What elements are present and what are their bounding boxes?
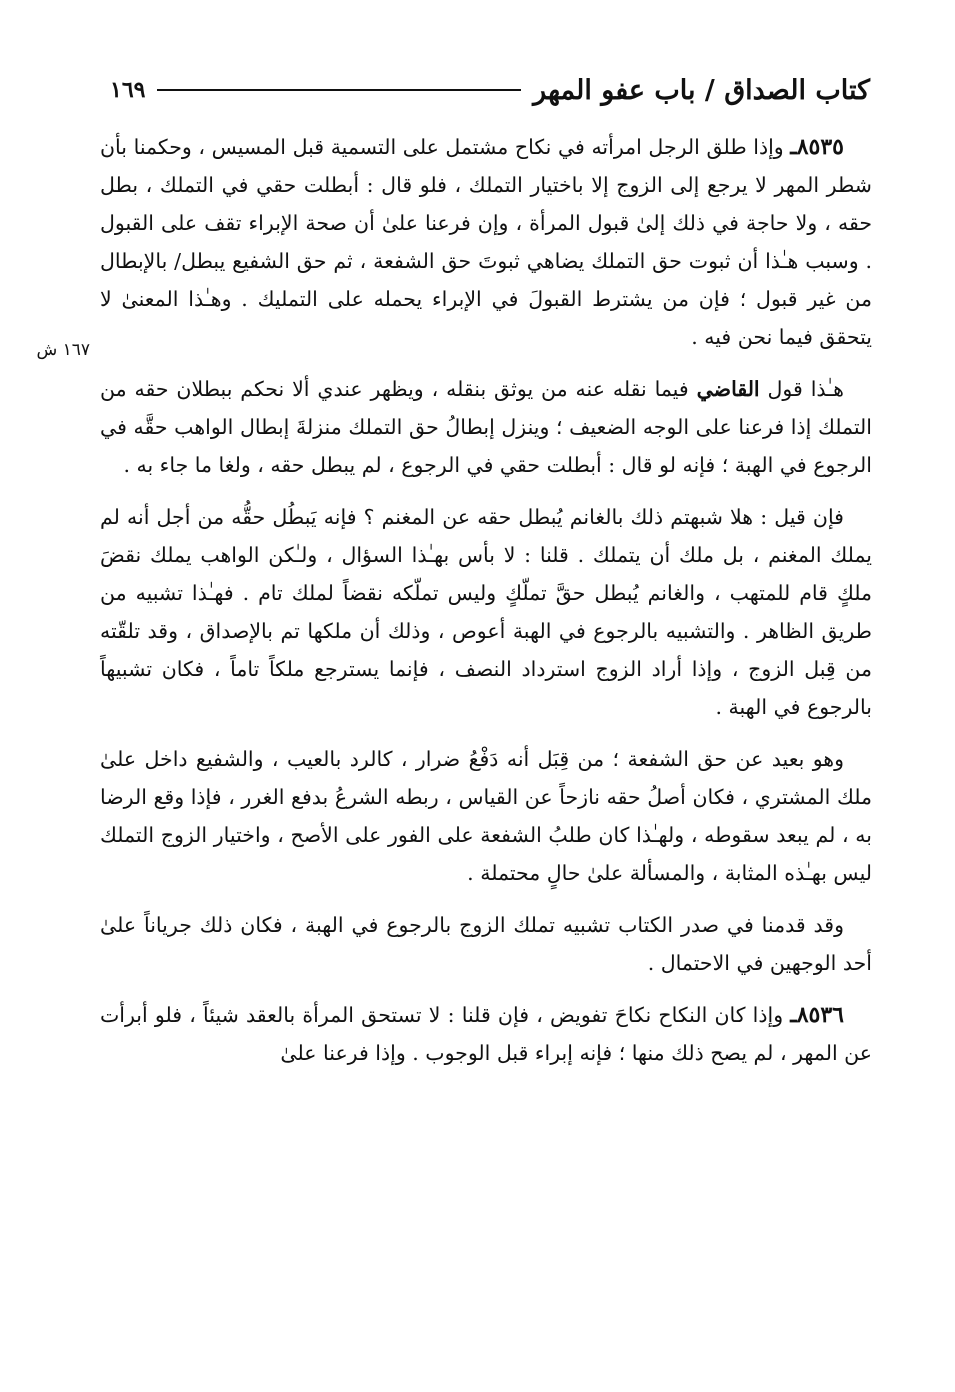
paragraph-8535	[100, 128, 872, 356]
page-header	[110, 70, 870, 110]
paragraph-qadi-opinion	[100, 370, 872, 484]
paragraph-text: وإذا طلق الرجل امرأته في نكاح مشتمل على التسمية قبل المسيس ، وحكمنا بأن شطر المهر لا يرجع إلى الزوج إلا باختيار التملك ، فلو قال : أبطلت حقي في التملك ، بطل حقه ، ولا حاجة في ذلك إلىٰ قبول المرأة ، وإن فرعنا علىٰ أن صحة الإبراء تقف على القبول . وسبب هـٰذا أن ثبوت حق التملك يضاهي ثبوتَ حق الشفعة ، ثم حق الشفيع يبطل/ بالإبطال من غير قبول ؛ فإن من يشترط القبولَ في الإبراء يحمله على التمليك . وهـٰذا المعنىٰ لا يتحقق فيما نحن فيه .	[100, 135, 872, 349]
running-title: كتاب الصداق / باب عفو المهر	[533, 74, 870, 106]
paragraph-previous-mention	[100, 906, 872, 982]
paragraph-8536	[100, 996, 872, 1072]
paragraph-shufa	[100, 740, 872, 892]
paragraph-text: فإن قيل : هلا شبهتم ذلك بالغانم يُبطل حقه عن المغنم ؟ فإنه يَبطُل حقُّه من أجل أنه لم يملك المغنم ، بل ملك أن يتملك . قلنا : لا بأس بهـٰذا السؤال ، ولـٰكن الواهب يملك نقضَ ملكٍ قام للمتهب ، والغانم يُبطل حقَّ تملّكٍ وليس تملّكه نقضاً لملك تام . فهـٰذا تشبيه من طريق الظاهر . والتشبيه بالرجوع في الهبة أعوص ، وذلك أن ملكها تم بالإصداق ، وقد تلقّته من قِبل الزوج ، وإذا أراد الزوج استرداد النصف ، فإنما يسترجع ملكاً تاماً ، فكان تشبيهاً بالرجوع في الهبة .	[100, 505, 872, 719]
page-number: ١٦٩	[110, 77, 146, 103]
header-rule	[157, 89, 521, 91]
main-text	[100, 128, 872, 1072]
paragraph-text: وإذا كان النكاح نكاحَ تفويض ، فإن قلنا : لا تستحق المرأة بالعقد شيئاً ، فلو أبرأت عن المهر ، لم يصح ذلك منها ؛ فإنه إبراء قبل الوجوب . وإذا فرعنا علىٰ	[100, 1003, 872, 1065]
margin-manuscript-note: ١٦٧ ش	[36, 340, 90, 360]
paragraph-text-end: فيما نقله عنه من يوثق بنقله ، ويظهر عندي ألا نحكم ببطلان حقه من التملك إذا فرعنا على الوجه الضعيف ؛ وينزل إبطالُ حق التملك منزلةَ إبطال الواهب حقَّه في الرجوع في الهبة ؛ فإنه لو قال : أبطلت حقي في الرجوع ، لم يبطل حقه ، ولغا ما جاء به .	[100, 377, 872, 477]
paragraph-objection	[100, 498, 872, 726]
paragraph-number: ٨٥٣٥ـ	[790, 134, 844, 160]
paragraph-text-start: هـٰذا قول	[759, 377, 844, 401]
paragraph-text: وقد قدمنا في صدر الكتاب تشبيه تملك الزوج بالرجوع في الهبة ، فكان ذلك جرياناً علىٰ أحد الوجهين في الاحتمال .	[100, 913, 872, 975]
qadi-name: القاضي	[696, 377, 760, 401]
paragraph-number: ٨٥٣٦ـ	[790, 1002, 844, 1028]
paragraph-text: وهو بعيد عن حق الشفعة ؛ من قِبَل أنه دَفْعُ ضرار ، كالرد بالعيب ، والشفيع داخل علىٰ ملك المشتري ، فكان أصلُ حقه نازحاً عن القياس ، ربطه الشرعُ بدفع الغرر ، فإذا وقع الرضا به ، لم يبعد سقوطه ، ولهـٰذا كان طلبُ الشفعة على الفور على الأصح ، واختيار الزوج التملك ليس بهـٰذه المثابة ، والمسألة علىٰ حالٍ محتملة .	[100, 747, 872, 885]
